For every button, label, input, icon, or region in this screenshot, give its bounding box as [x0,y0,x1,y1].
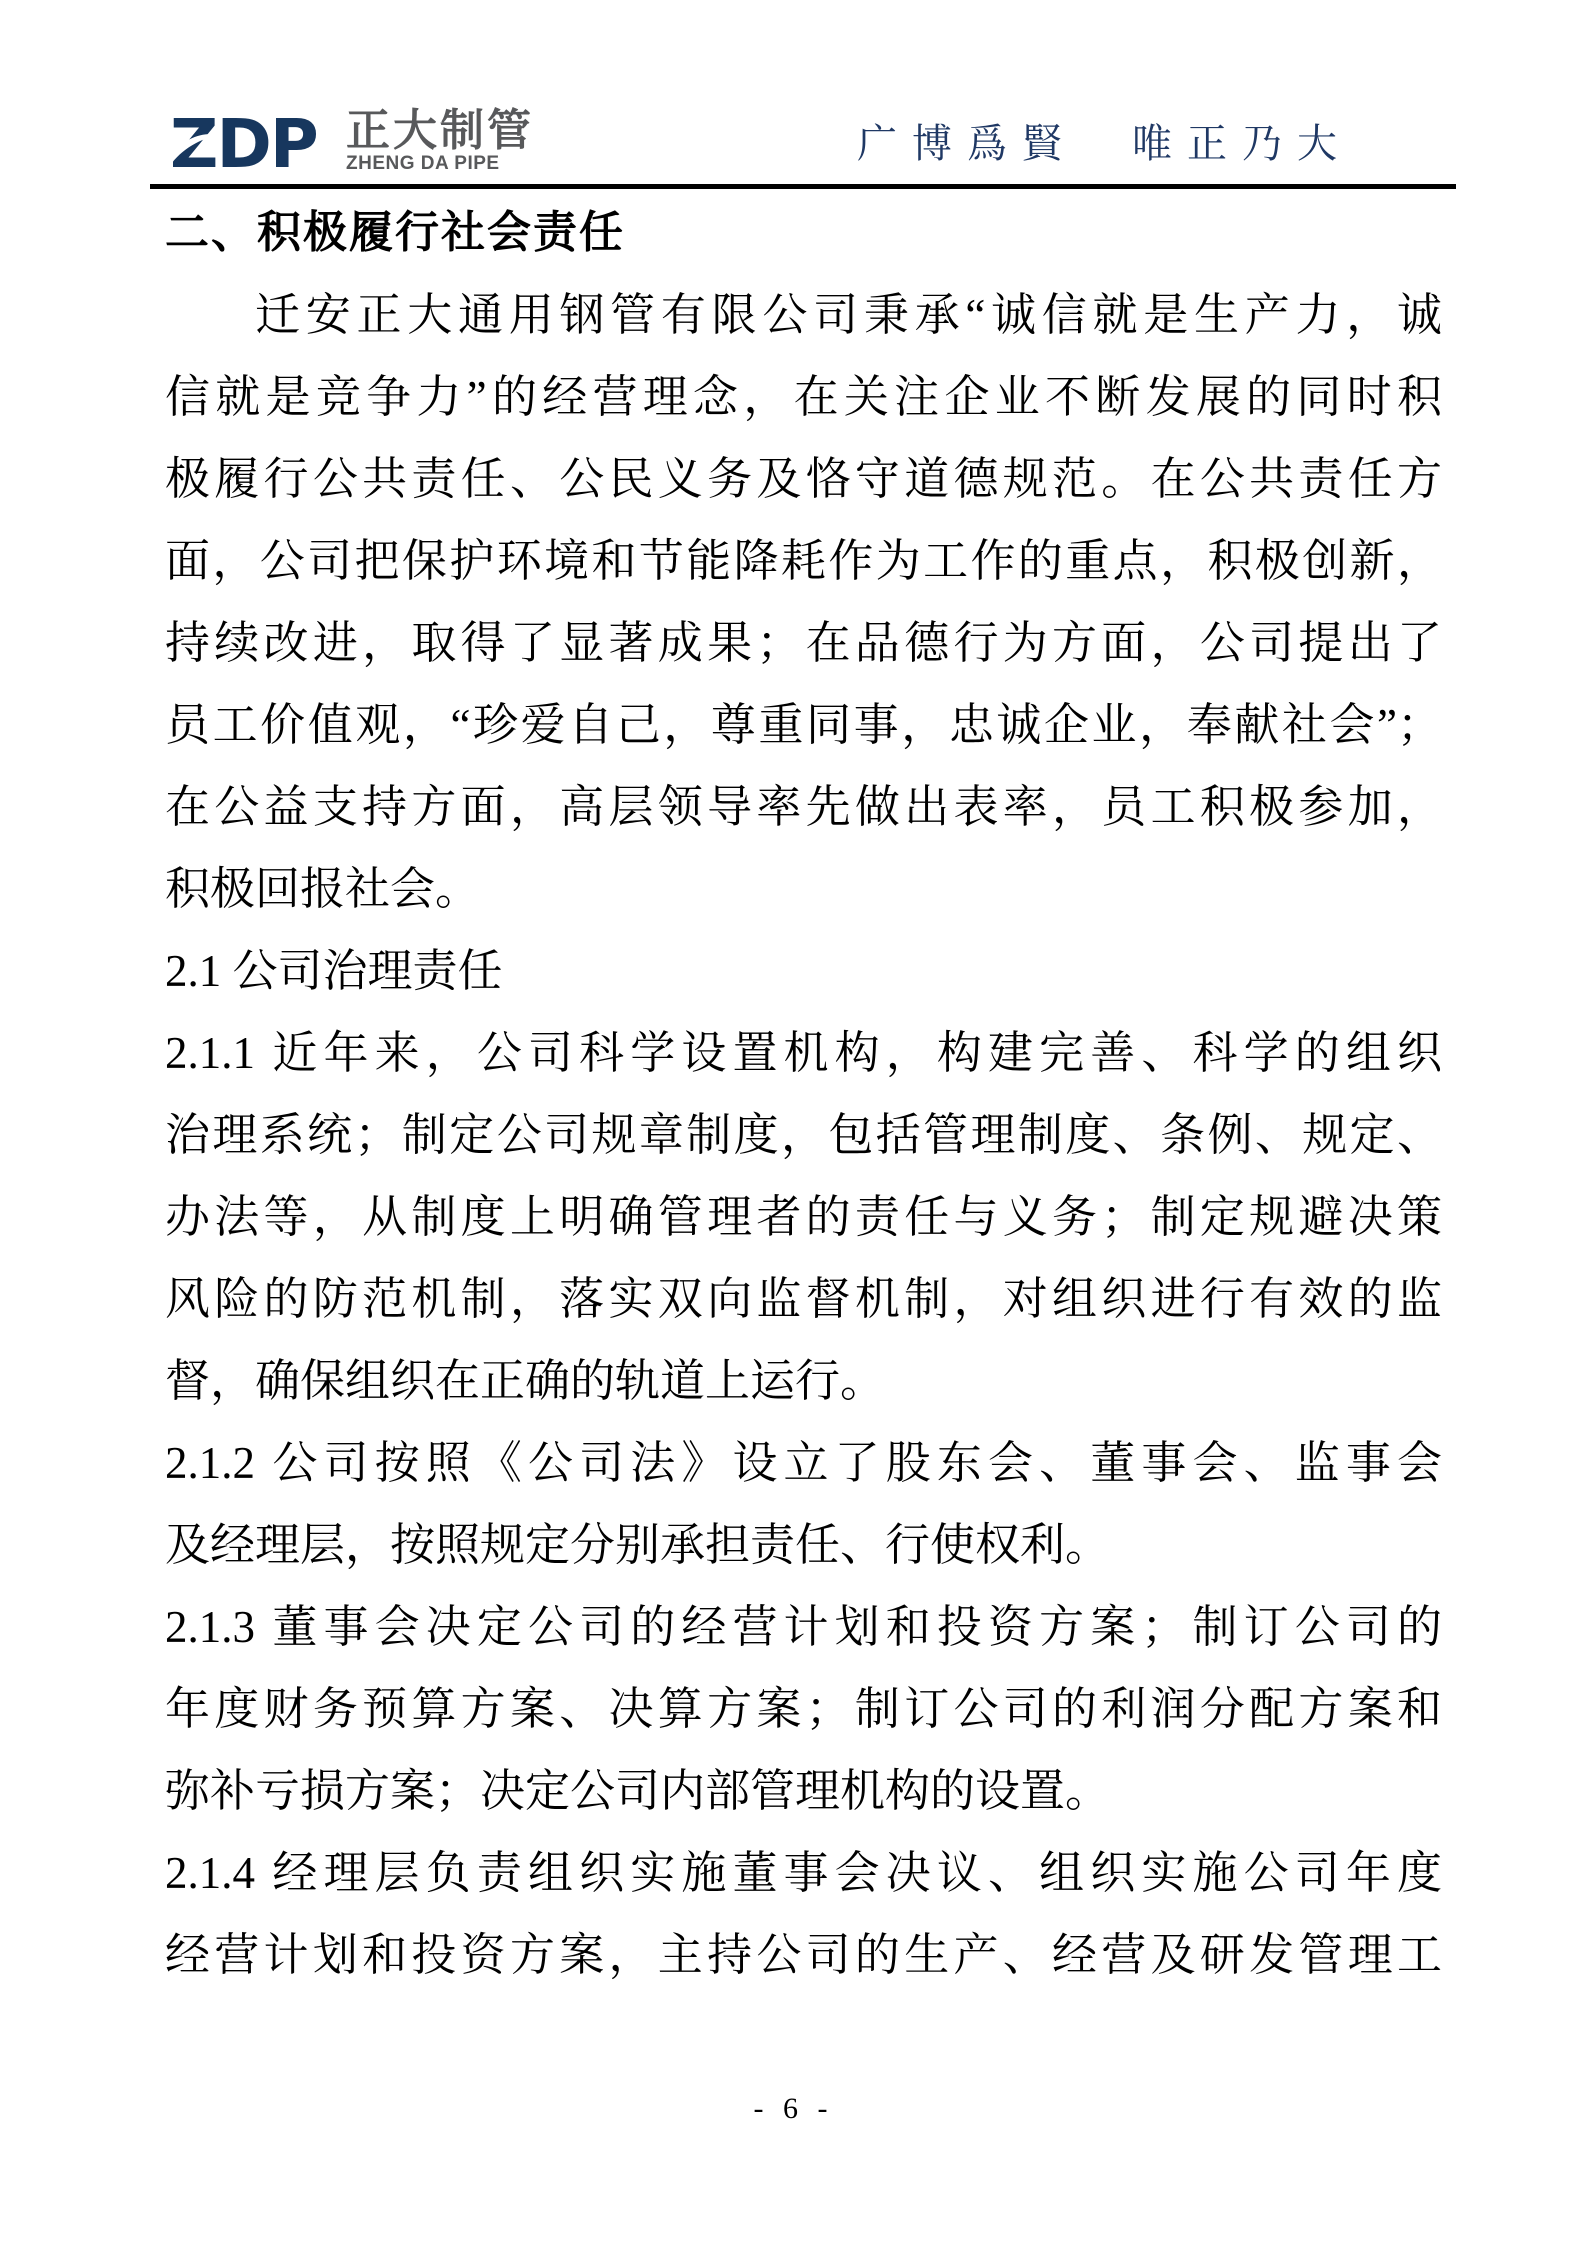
body-line: 办法等，从制度上明确管理者的责任与义务；制定规避决策 [165,1192,1442,1242]
header-divider [150,184,1456,189]
body-line: 2.1.1 近年来，公司科学设置机构，构建完善、科学的组织 [165,1028,1442,1078]
body-line: 极履行公共责任、公民义务及恪守道德规范。在公共责任方 [165,454,1442,504]
body-line: 弥补亏损方案；决定公司内部管理机构的设置。 [165,1766,1111,1816]
company-logo [170,106,534,174]
subsection-heading: 2.1 公司治理责任 [165,946,503,996]
body-line: 员工价值观，“珍爱自己，尊重同事，忠诚企业，奉献社会”； [165,700,1442,750]
document-body [165,192,1442,1996]
logo-acronym: ZDP [170,110,317,174]
body-line: 经营计划和投资方案，主持公司的生产、经营及研发管理工 [165,1930,1442,1980]
body-line: 2.1.2 公司按照《公司法》设立了股东会、董事会、监事会 [165,1438,1442,1488]
header-slogan: 广博爲賢 唯正乃大 [857,121,1352,166]
logo-company-name-en: ZHENG DA PIPE [346,153,500,174]
body-line: 督，确保组织在正确的轨道上运行。 [165,1356,886,1406]
body-line: 持续改进，取得了显著成果；在品德行为方面，公司提出了 [165,618,1442,668]
body-line: 年度财务预算方案、决算方案；制订公司的利润分配方案和 [165,1684,1442,1734]
body-line: 治理系统；制定公司规章制度，包括管理制度、条例、规定、 [165,1110,1442,1160]
body-line: 2.1.4 经理层负责组织实施董事会决议、组织实施公司年度 [165,1848,1442,1898]
page-footer [0,2092,1587,2126]
body-line: 风险的防范机制，落实双向监督机制，对组织进行有效的监 [165,1274,1442,1324]
logo-company-name-cn: 正大制管 [346,106,534,155]
body-line: 面，公司把保护环境和节能降耗作为工作的重点，积极创新， [165,536,1442,586]
body-line: 迁安正大通用钢管有限公司秉承“诚信就是生产力，诚 [255,290,1442,340]
page-header [0,0,1587,190]
body-line: 积极回报社会。 [165,864,481,914]
zdp-logo-icon [170,110,332,174]
section-title: 二、积极履行社会责任 [165,208,625,257]
logo-text-column [346,106,534,174]
body-line: 在公益支持方面，高层领导率先做出表率，员工积极参加， [165,782,1442,832]
body-line: 信就是竞争力”的经营理念，在关注企业不断发展的同时积 [165,372,1442,422]
body-line: 及经理层，按照规定分别承担责任、行使权利。 [165,1520,1111,1570]
page-number: - 6 - [753,2092,834,2125]
body-line: 2.1.3 董事会决定公司的经营计划和投资方案；制订公司的 [165,1602,1442,1652]
